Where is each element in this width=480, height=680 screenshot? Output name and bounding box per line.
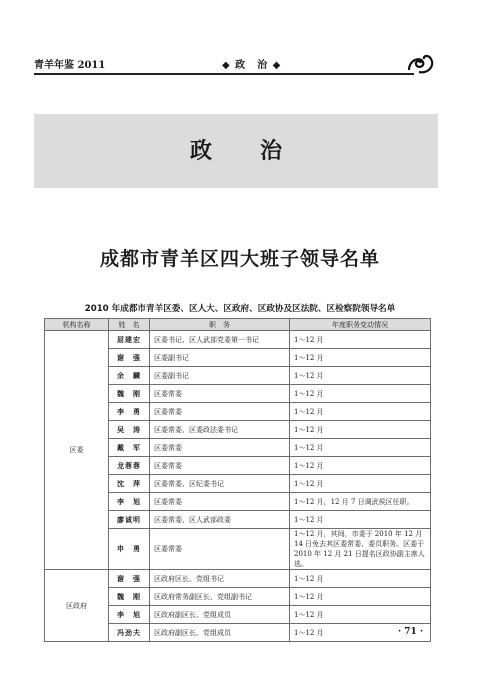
change-cell: 1～12 月 — [290, 421, 431, 439]
change-cell: 1～12 月 — [290, 367, 431, 385]
name-cell: 戴 军 — [109, 439, 150, 457]
post-cell: 区委常委 — [150, 403, 290, 421]
org-cell: 区政府 — [45, 570, 109, 642]
change-cell: 1～12 月 — [290, 457, 431, 475]
name-cell: 沈 萍 — [109, 475, 150, 493]
change-cell: 1～12 月 — [290, 439, 431, 457]
name-cell: 李 勇 — [109, 403, 150, 421]
name-cell: 余 麟 — [109, 367, 150, 385]
table-row — [45, 570, 431, 588]
section-band — [34, 114, 438, 188]
column-header-post: 职 务 — [150, 319, 290, 331]
column-header-name: 姓 名 — [109, 319, 150, 331]
column-header-org: 机构名称 — [45, 319, 109, 331]
name-cell: 谢 强 — [109, 349, 150, 367]
change-cell: 1～12 月 — [290, 624, 431, 642]
change-cell: 1～12 月 — [290, 570, 431, 588]
change-cell: 1～12 月 — [290, 511, 431, 529]
name-cell: 龙蓉蓉 — [109, 457, 150, 475]
name-cell: 魏 刚 — [109, 588, 150, 606]
section-label: ◆ 政 治 ◆ — [222, 60, 282, 71]
change-cell: 1～12 月 — [290, 475, 431, 493]
table-row — [45, 331, 431, 349]
post-cell: 区委常委、区委政法委书记 — [150, 421, 290, 439]
change-cell: 1～12 月 — [290, 403, 431, 421]
document-title: 成都市青羊区四大班子领导名单 — [99, 248, 380, 270]
post-cell: 区委书记、区人武部党委第一书记 — [150, 331, 290, 349]
section-title: 政治 — [189, 138, 330, 164]
post-cell: 区委常委、区人武部政委 — [150, 511, 290, 529]
name-cell: 冯劲夫 — [109, 624, 150, 642]
post-cell: 区委常委 — [150, 493, 290, 511]
post-cell: 区委常委 — [150, 529, 290, 570]
post-cell: 区政府副区长、党组成员 — [150, 606, 290, 624]
table-body — [45, 331, 431, 642]
org-cell: 区委 — [45, 331, 109, 570]
post-cell: 区政府常务副区长、党组副书记 — [150, 588, 290, 606]
name-cell: 吴 涛 — [109, 421, 150, 439]
change-cell: 1～12 月 — [290, 588, 431, 606]
running-header — [34, 56, 438, 72]
header-rule — [34, 73, 414, 75]
change-cell: 1～12 月 — [290, 385, 431, 403]
post-cell: 区委副书记 — [150, 367, 290, 385]
table-caption: 2010 年成都市青羊区委、区人大、区政府、区政协及区法院、区检察院领导名单 — [84, 304, 396, 314]
table-header-row — [45, 319, 431, 331]
name-cell: 屈建宏 — [109, 331, 150, 349]
post-cell: 区委常委、区纪委书记 — [150, 475, 290, 493]
change-cell: 1～12 月，12 月 7 日调武侯区任职。 — [290, 493, 431, 511]
post-cell: 区委副书记 — [150, 349, 290, 367]
name-cell: 李 旭 — [109, 606, 150, 624]
leadership-table — [44, 318, 431, 642]
name-cell: 谢 强 — [109, 570, 150, 588]
change-cell: 1～12 月 — [290, 606, 431, 624]
name-cell: 申 勇 — [109, 529, 150, 570]
post-cell: 区政府区长、党组书记 — [150, 570, 290, 588]
name-cell: 李 旭 — [109, 493, 150, 511]
post-cell: 区政府副区长、党组成员 — [150, 624, 290, 642]
name-cell: 魏 刚 — [109, 385, 150, 403]
post-cell: 区委常委 — [150, 439, 290, 457]
yearbook-title: 青羊年鉴 2011 — [34, 60, 106, 71]
page-number: · 71 · — [398, 627, 424, 637]
change-cell: 1～12 月 — [290, 331, 431, 349]
column-header-change: 年度职务变动情况 — [290, 319, 431, 331]
post-cell: 区委常委 — [150, 457, 290, 475]
post-cell: 区委常委 — [150, 385, 290, 403]
name-cell: 廖诚明 — [109, 511, 150, 529]
change-cell: 1～12 月 — [290, 349, 431, 367]
change-cell: 1～12 月，其间，市委于 2010 年 12 月 14 日免去其区委常委、委员职务。区委于 2010 年 12 月 21 日提名区政协副主席人选。 — [290, 529, 431, 570]
